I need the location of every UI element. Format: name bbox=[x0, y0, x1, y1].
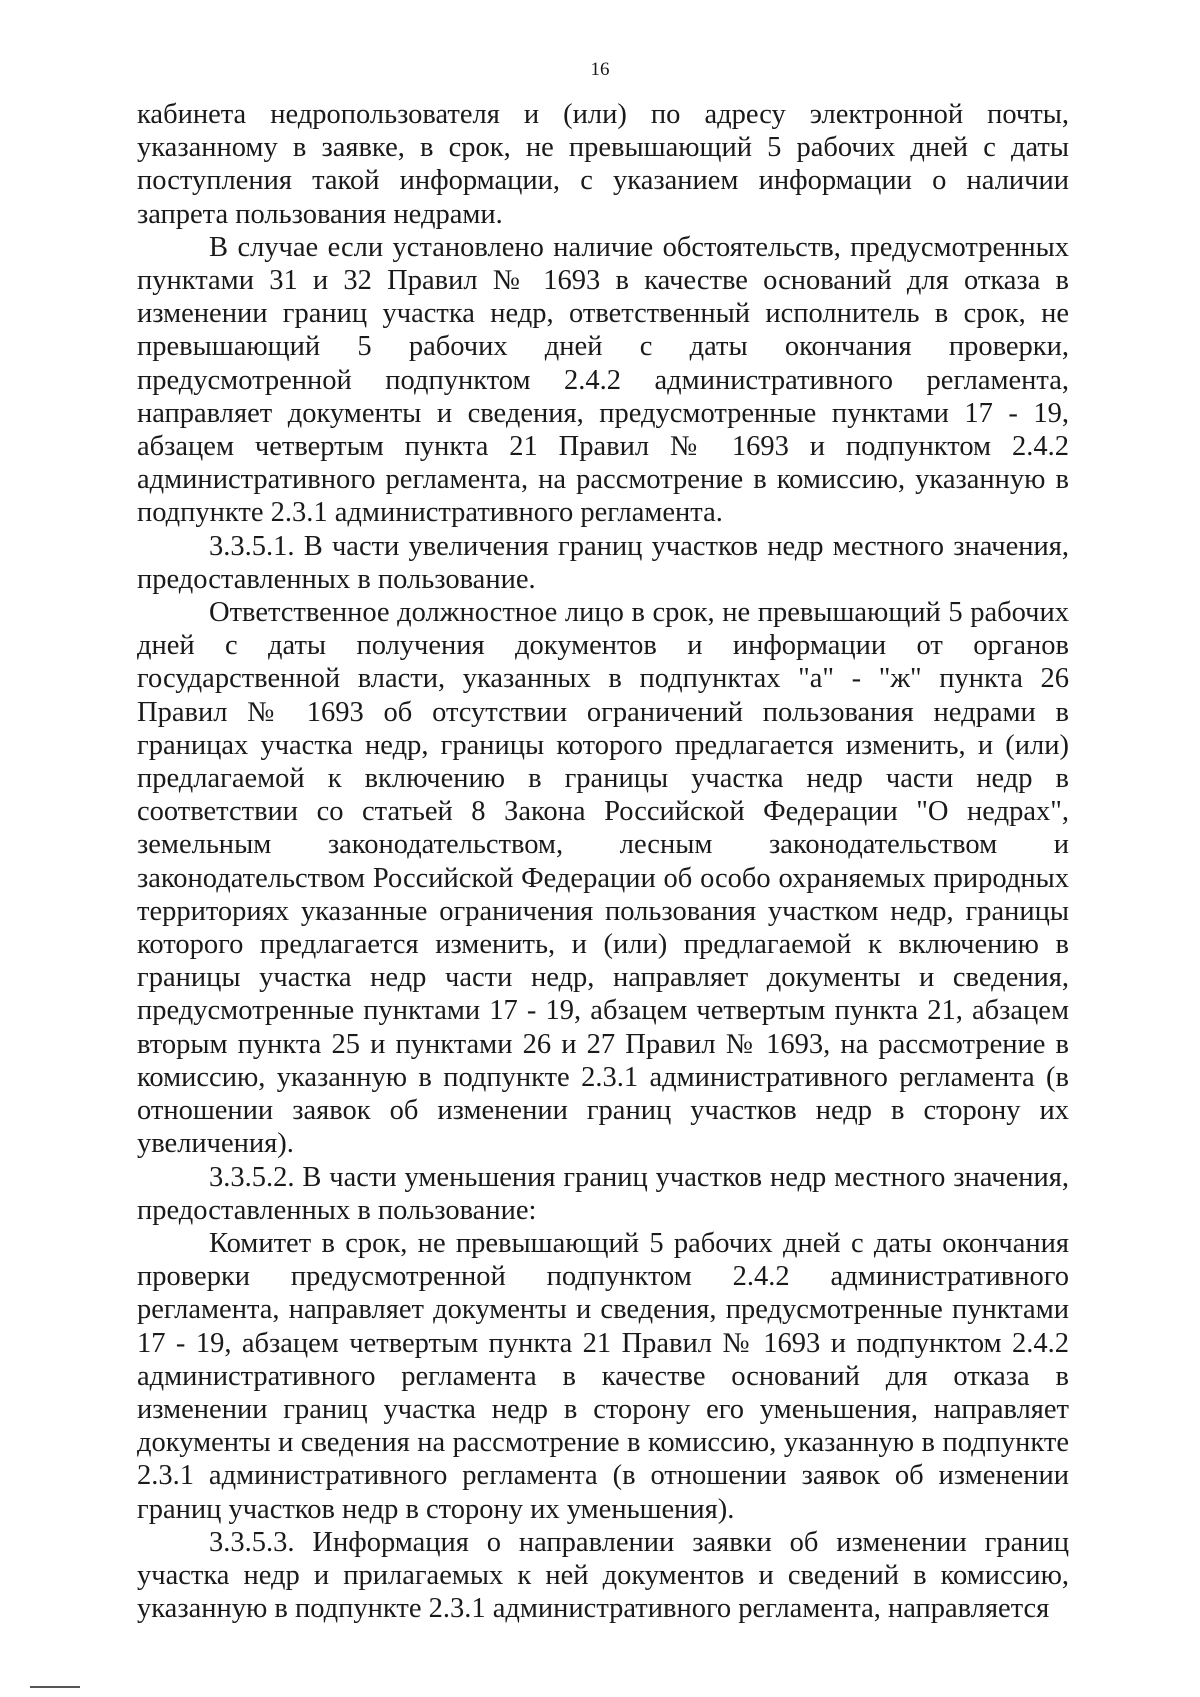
page-number: 16 bbox=[590, 59, 610, 80]
paragraph: кабинета недропользователя и (или) по адресу электронной почты, указанному в заявке, в срок, не превышающий 5 рабочих дней с даты поступления такой информации, с указанием информации о наличии запрета пользования недрами. bbox=[137, 99, 1069, 230]
section-heading-3-3-5-1: 3.3.5.1. В части увеличения границ участков недр местного значения, предоставленных в пользование. bbox=[137, 530, 1069, 595]
paragraph: Комитет в срок, не превышающий 5 рабочих дней с даты окончания проверки предусмотренной подпунктом 2.4.2 административного регламента, направляет документы и сведения, предусмотренные пунктами 17 - 19, абзацем четвертым пункта 21 Правил № 1693 и подпунктом 2.4.2 административного регламента в качестве оснований для отказа в изменении границ участка недр в сторону его уменьшения, направляет документы и сведения на рассмотрение в комиссию, указанную в подпункте 2.3.1 административного регламента (в отношении заявок об изменении границ участков недр в сторону их уменьшения). bbox=[137, 1227, 1069, 1525]
paragraph: Ответственное должностное лицо в срок, не превышающий 5 рабочих дней с даты получения документов и информации от органов государственной власти, указанных в подпунктах "а" - "ж" пункта 26 Правил № 1693 об отсутствии ограничений пользования недрами в границах участка недр, границы которого предлагается изменить, и (или) предлагаемой к включению в границы участка недр части недр в соответствии со статьей 8 Закона Российской Федерации "О недрах", земельным законодательством, лесным законодательством и законодательством Российской Федерации об особо охраняемых природных территориях указанные ограничения пользования участком недр, границы которого предлагается изменить, и (или) предлагаемой к включению в границы участка недр части недр, направляет документы и сведения, предусмотренные пунктами 17 - 19, абзацем четвертым пункта 21, абзацем вторым пункта 25 и пунктами 26 и 27 Правил № 1693, на рассмотрение в комиссию, указанную в подпункте 2.3.1 административного регламента (в отношении заявок об изменении границ участков недр в сторону их увеличения). bbox=[137, 597, 1069, 1160]
paragraph: В случае если установлено наличие обстоятельств, предусмотренных пунктами 31 и 32 Правил № 1693 в качестве оснований для отказа в изменении границ участка недр, ответственный исполнитель в срок, не превышающий 5 рабочих дней с даты окончания проверки, предусмотренной подпунктом 2.4.2 административного регламента, направляет документы и сведения, предусмотренные пунктами 17 - 19, абзацем четвертым пункта 21 Правил № 1693 и подпунктом 2.4.2 административного регламента, на рассмотрение в комиссию, указанную в подпункте 2.3.1 административного регламента. bbox=[137, 231, 1069, 529]
section-heading-3-3-5-3: 3.3.5.3. Информация о направлении заявки об изменении границ участка недр и прилагаемых к ней документов и сведений в комиссию, указанную в подпункте 2.3.1 административного регламента, направляется bbox=[137, 1526, 1069, 1625]
section-heading-3-3-5-2: 3.3.5.2. В части уменьшения границ участков недр местного значения, предоставленных в пользование: bbox=[137, 1161, 1069, 1226]
scan-edge-mark bbox=[30, 1686, 80, 1688]
document-body bbox=[137, 98, 1069, 1625]
